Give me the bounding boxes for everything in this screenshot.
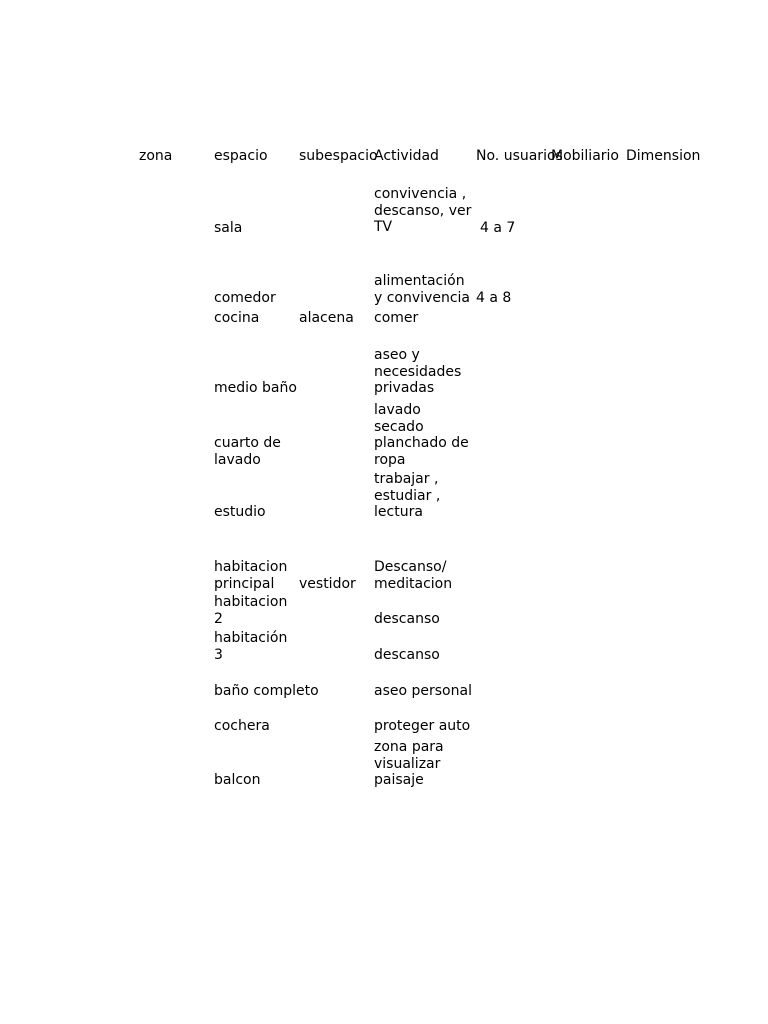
cell-actividad: Descanso/ meditacion	[374, 559, 453, 592]
header-actividad: Actividad	[374, 148, 439, 164]
cell-espacio: medio baño	[214, 380, 297, 396]
cell-actividad: trabajar , estudiar , lectura	[374, 471, 441, 521]
cell-espacio: baño completo	[214, 683, 319, 699]
cell-espacio: balcon	[214, 772, 261, 788]
cell-actividad: convivencia , descanso, ver TV	[374, 186, 472, 236]
header-dimension: Dimension	[626, 148, 701, 164]
header-espacio: espacio	[214, 148, 268, 164]
cell-subespacio: alacena	[299, 310, 354, 326]
cell-espacio: cocina	[214, 310, 260, 326]
cell-actividad: proteger auto	[374, 718, 471, 734]
header-usuarios: No. usuarios	[476, 148, 563, 164]
cell-actividad: lavado secado planchado de ropa	[374, 402, 469, 468]
cell-espacio: cochera	[214, 718, 270, 734]
cell-actividad: alimentación y convivencia	[374, 273, 470, 306]
cell-actividad: aseo y necesidades privadas	[374, 347, 462, 397]
cell-espacio: comedor	[214, 290, 276, 306]
cell-espacio: habitación 3	[214, 630, 288, 663]
cell-actividad: comer	[374, 310, 419, 326]
cell-usuarios: 4 a 7	[480, 220, 516, 236]
header-zona: zona	[139, 148, 173, 164]
cell-espacio: habitacion principal	[214, 559, 288, 592]
cell-actividad: aseo personal	[374, 683, 472, 699]
cell-usuarios: 4 a 8	[476, 290, 512, 306]
header-mobiliario: Mobiliario	[551, 148, 619, 164]
cell-actividad: descanso	[374, 611, 440, 627]
cell-espacio: sala	[214, 220, 243, 236]
cell-subespacio: vestidor	[299, 576, 356, 592]
cell-actividad: zona para visualizar paisaje	[374, 739, 444, 789]
header-subespacio: subespacio	[299, 148, 378, 164]
cell-actividad: descanso	[374, 647, 440, 663]
cell-espacio: habitacion 2	[214, 594, 288, 627]
cell-espacio: estudio	[214, 504, 266, 520]
cell-espacio: cuarto de lavado	[214, 435, 281, 468]
